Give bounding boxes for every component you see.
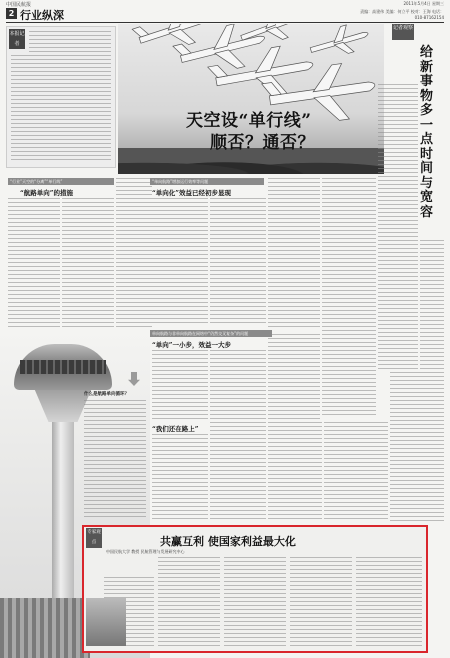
column2-heading-bar-2: 单向航路与非单向航路在网络中“仍然交叉复杂”的问题 [150,330,272,337]
lead-text-top [29,31,111,53]
middle-text-a [152,350,208,420]
section-number-badge: 2 [6,8,17,19]
final-article-tag: 专家观点 [86,528,102,548]
terminal-building [0,598,90,658]
paper-name: 中国民航报 [6,2,32,8]
issue-date: 2011年5月4日 星期三 [403,1,444,6]
final-article-headline: 共赢互利 使国家利益最大化 [160,535,296,548]
lead-article-box [6,26,116,168]
lead-tag: 本报记者 [9,31,25,47]
sidebar-text-col1 [378,84,418,370]
column3-text-b [322,178,376,418]
lower-text-c [268,422,322,520]
column1-heading-bar: “行业”天空的“分离”“单行线” [8,178,114,185]
final-text-e [356,557,422,647]
sidebar-text-col2 [420,240,444,370]
column2-text-b [152,198,208,326]
middle-text-b [210,350,266,420]
column3-text-a [268,178,320,328]
column1-subhead: “航路单向”的措施 [20,189,73,197]
tower-cab-windows [20,360,106,374]
column2-text-a [116,178,152,338]
middle-text-c [268,334,320,420]
hero-headline-line2: 顺否？通否？ [210,133,315,153]
callout-text [84,400,146,518]
column2-subhead-3: “我们还在路上” [152,425,199,433]
column2-subhead-2: “单向”一小步，效益一大步 [152,341,231,349]
lower-text-a [152,434,208,520]
section-title: 行业纵深 [20,9,64,22]
sidebar-title: 给新事物多一点时间与宽容 [420,45,434,220]
final-text-d [290,557,352,647]
editor-info: 责编：高建伟 美编：何立平 校对：王海 电话：010-87162154 [360,9,444,20]
final-text-b [158,557,220,647]
lead-text-body [11,55,111,163]
lower-text-b [210,422,266,520]
masthead [6,0,444,23]
callout-question: 什么是航路单向循环？ [84,392,129,397]
sidebar-tag: 记者观察 [392,24,414,40]
right-text-lower [390,372,444,522]
column2-text-c [210,198,266,326]
tower-shaft [52,420,74,620]
author-photo [86,598,126,646]
final-text-c [224,557,286,647]
column2-subhead: “单向化”效益已经初步显现 [152,189,231,197]
final-article-byline: 中国民航大学 教授 民航管理与发展研究中心 [106,549,185,554]
lower-text-d [324,422,388,520]
hero-headline-line1: 天空设“单行线” [186,111,312,131]
column2-heading-bar: “单向航路”增加运行效率等问题 [150,178,264,185]
